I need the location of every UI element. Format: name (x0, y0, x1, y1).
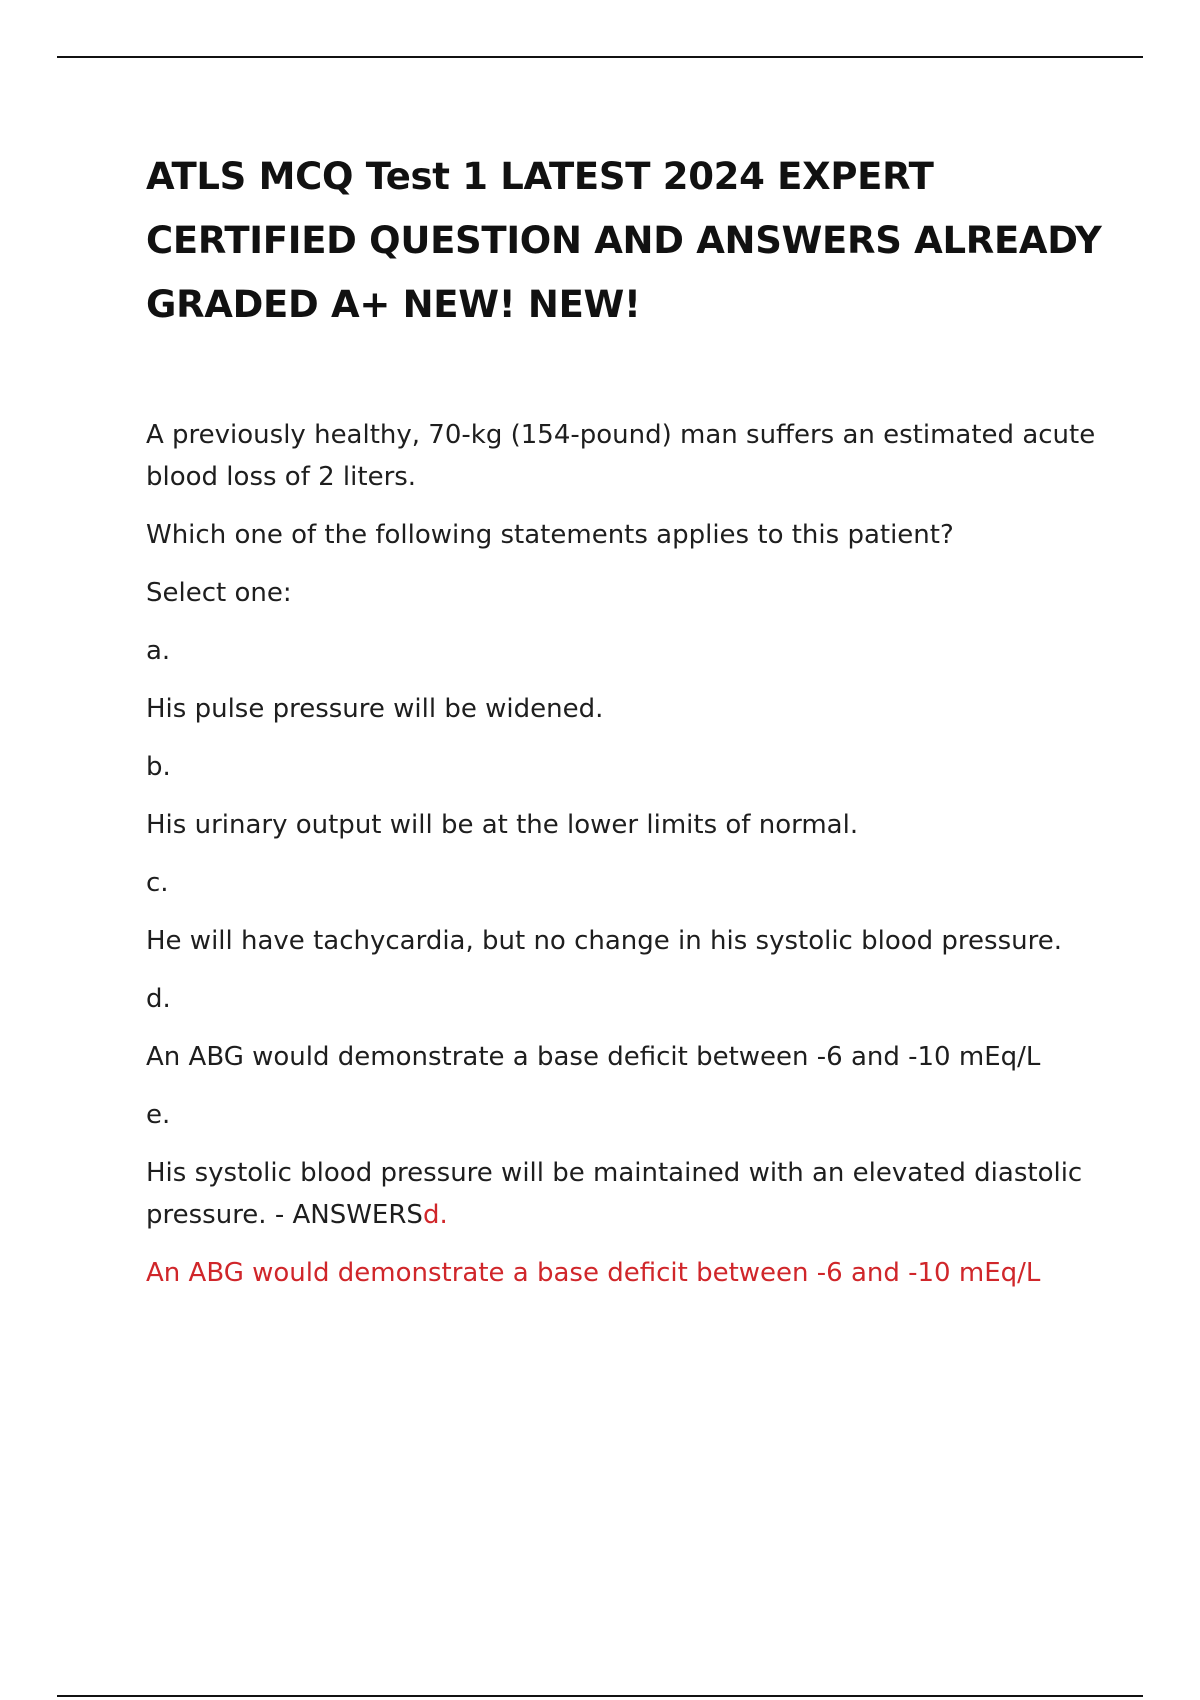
option-b-letter: b. (146, 752, 171, 782)
question-stem: A previously healthy, 70-kg (154-pound) man suffers an estimated acute blood loss of 2 liters. (146, 420, 1096, 492)
option-c-text: He will have tachycardia, but no change in his systolic blood pressure. (146, 926, 1062, 956)
option-d-text: An ABG would demonstrate a base deficit between -6 and -10 mEq/L (146, 1042, 1041, 1072)
question-prompt: Which one of the following statements applies to this patient? (146, 520, 954, 550)
option-b-text: His urinary output will be at the lower limits of normal. (146, 810, 859, 840)
answer-text: An ABG would demonstrate a base deficit between -6 and -10 mEq/L (146, 1258, 1041, 1288)
option-a-letter: a. (146, 636, 171, 666)
question-block (146, 414, 1106, 1294)
answer-letter: d. (422, 1200, 448, 1230)
option-d-letter: d. (146, 984, 171, 1014)
bottom-divider (57, 1695, 1143, 1697)
document-body (146, 145, 1106, 1310)
select-instruction: Select one: (146, 578, 292, 608)
option-e-letter: e. (146, 1100, 171, 1130)
document-title: ATLS MCQ Test 1 LATEST 2024 EXPERT CERTIFIED QUESTION AND ANSWERS ALREADY GRADED A+ NEW! NEW! (146, 155, 1102, 326)
option-c-letter: c. (146, 868, 169, 898)
option-a-text: His pulse pressure will be widened. (146, 694, 604, 724)
option-e-text: His systolic blood pressure will be maintained with an elevated diastolic pressure. - ANSWERS (146, 1158, 1083, 1230)
option-e-paragraph (146, 1152, 1106, 1236)
top-divider (57, 56, 1143, 58)
